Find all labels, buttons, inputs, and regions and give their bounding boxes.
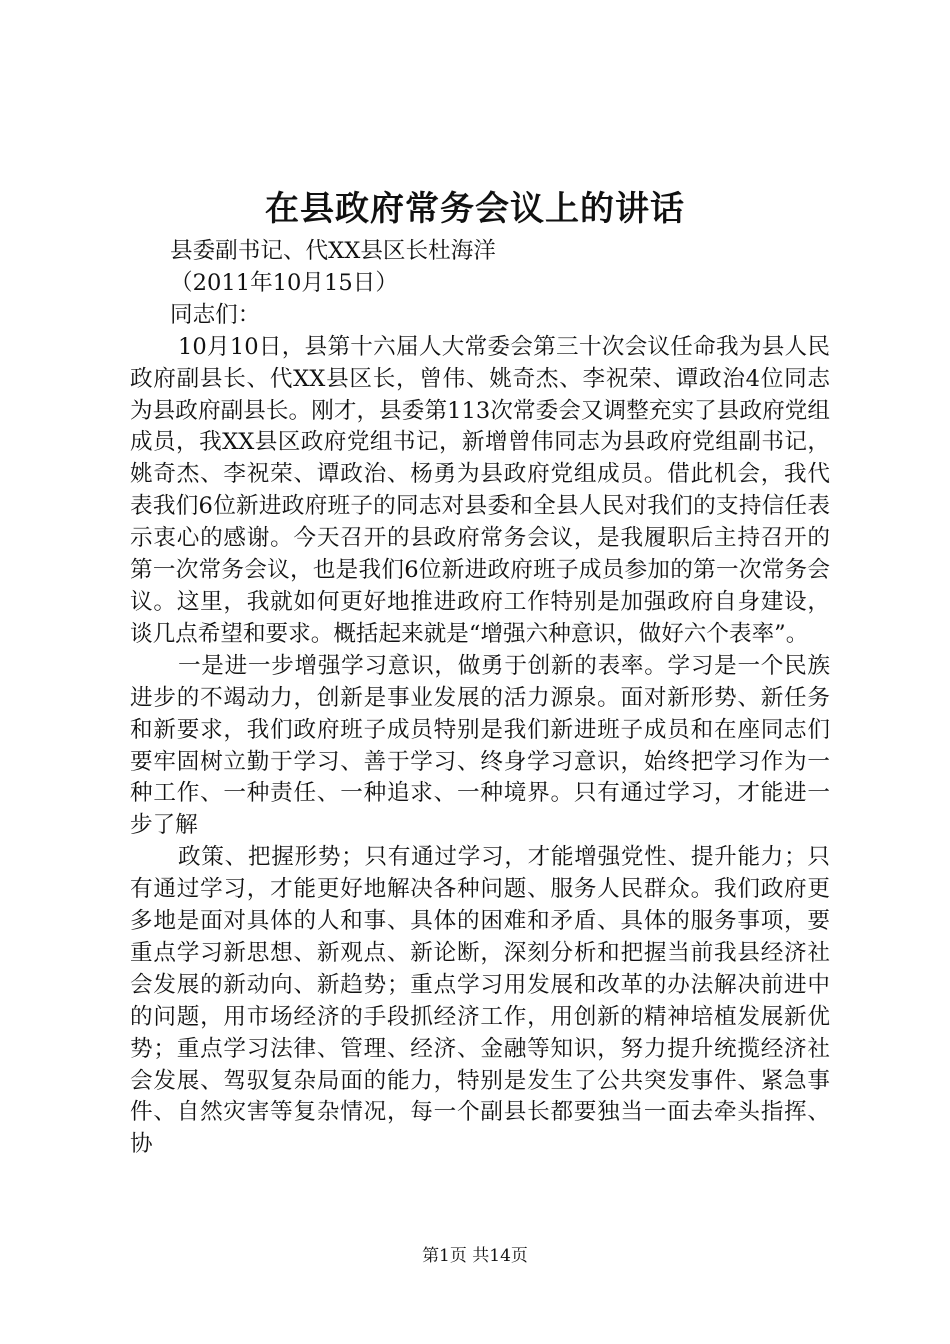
- document-title: 在县政府常务会议上的讲话: [265, 189, 685, 229]
- page-number-footer: 第1页 共14页: [422, 1246, 528, 1266]
- body-paragraph-1: 10月10日，县第十六届人大常委会第三十次会议任命我为县人民政府副县长、代XX县区长，曾伟、姚奇杰、李祝荣、谭政治4位同志为县政府副县长。刚才，县委第113次常委会又调整充实了县政府党组成员，我XX县区政府党组书记，新增曾伟同志为县政府党组副书记，姚奇杰、李祝荣、谭政治、杨勇为县政府党组成员。借此机会，我代表我们6位新进政府班子的同志对县委和全县人民对我们的支持信任表示衷心的感谢。今天召开的县政府常务会议，是我履职后主持召开的第一次常务会议，也是我们6位新进政府班子成员参加的第一次常务会议。这里，我就如何更好地推进政府工作特别是加强政府自身建设，谈几点希望和要求。概括起来就是“增强六种意识，做好六个表率”。: [130, 333, 830, 647]
- date-line: （2011年10月15日）: [170, 269, 398, 296]
- body-paragraph-3: 政策、把握形势；只有通过学习，才能增强党性、提升能力；只有通过学习，才能更好地解决各种问题、服务人民群众。我们政府更多地是面对具体的人和事、具体的困难和矛盾、具体的服务事项，要重点学习新思想、新观点、新论断，深刻分析和把握当前我县经济社会发展的新动向、新趋势；重点学习用发展和改革的办法解决前进中的问题，用市场经济的手段抓经济工作，用创新的精神培植发展新优势；重点学习法律、管理、经济、金融等知识，努力提升统揽经济社会发展、驾驭复杂局面的能力，特别是发生了公共突发事件、紧急事件、自然灾害等复杂情况，每一个副县长都要独当一面去牵头指挥、协: [130, 844, 830, 1158]
- salutation: 同志们：: [170, 301, 261, 328]
- body-paragraph-2: 一是进一步增强学习意识，做勇于创新的表率。学习是一个民族进步的不竭动力，创新是事业发展的活力源泉。面对新形势、新任务和新要求，我们政府班子成员特别是我们新进班子成员和在座同志们要牢固树立勤于学习、善于学习、终身学习意识，始终把学习作为一种工作、一种责任、一种追求、一种境界。只有通过学习，才能进一步了解: [130, 652, 830, 839]
- document-body: [130, 236, 830, 1161]
- author-line: 县委副书记、代XX县区长杜海洋: [170, 238, 496, 264]
